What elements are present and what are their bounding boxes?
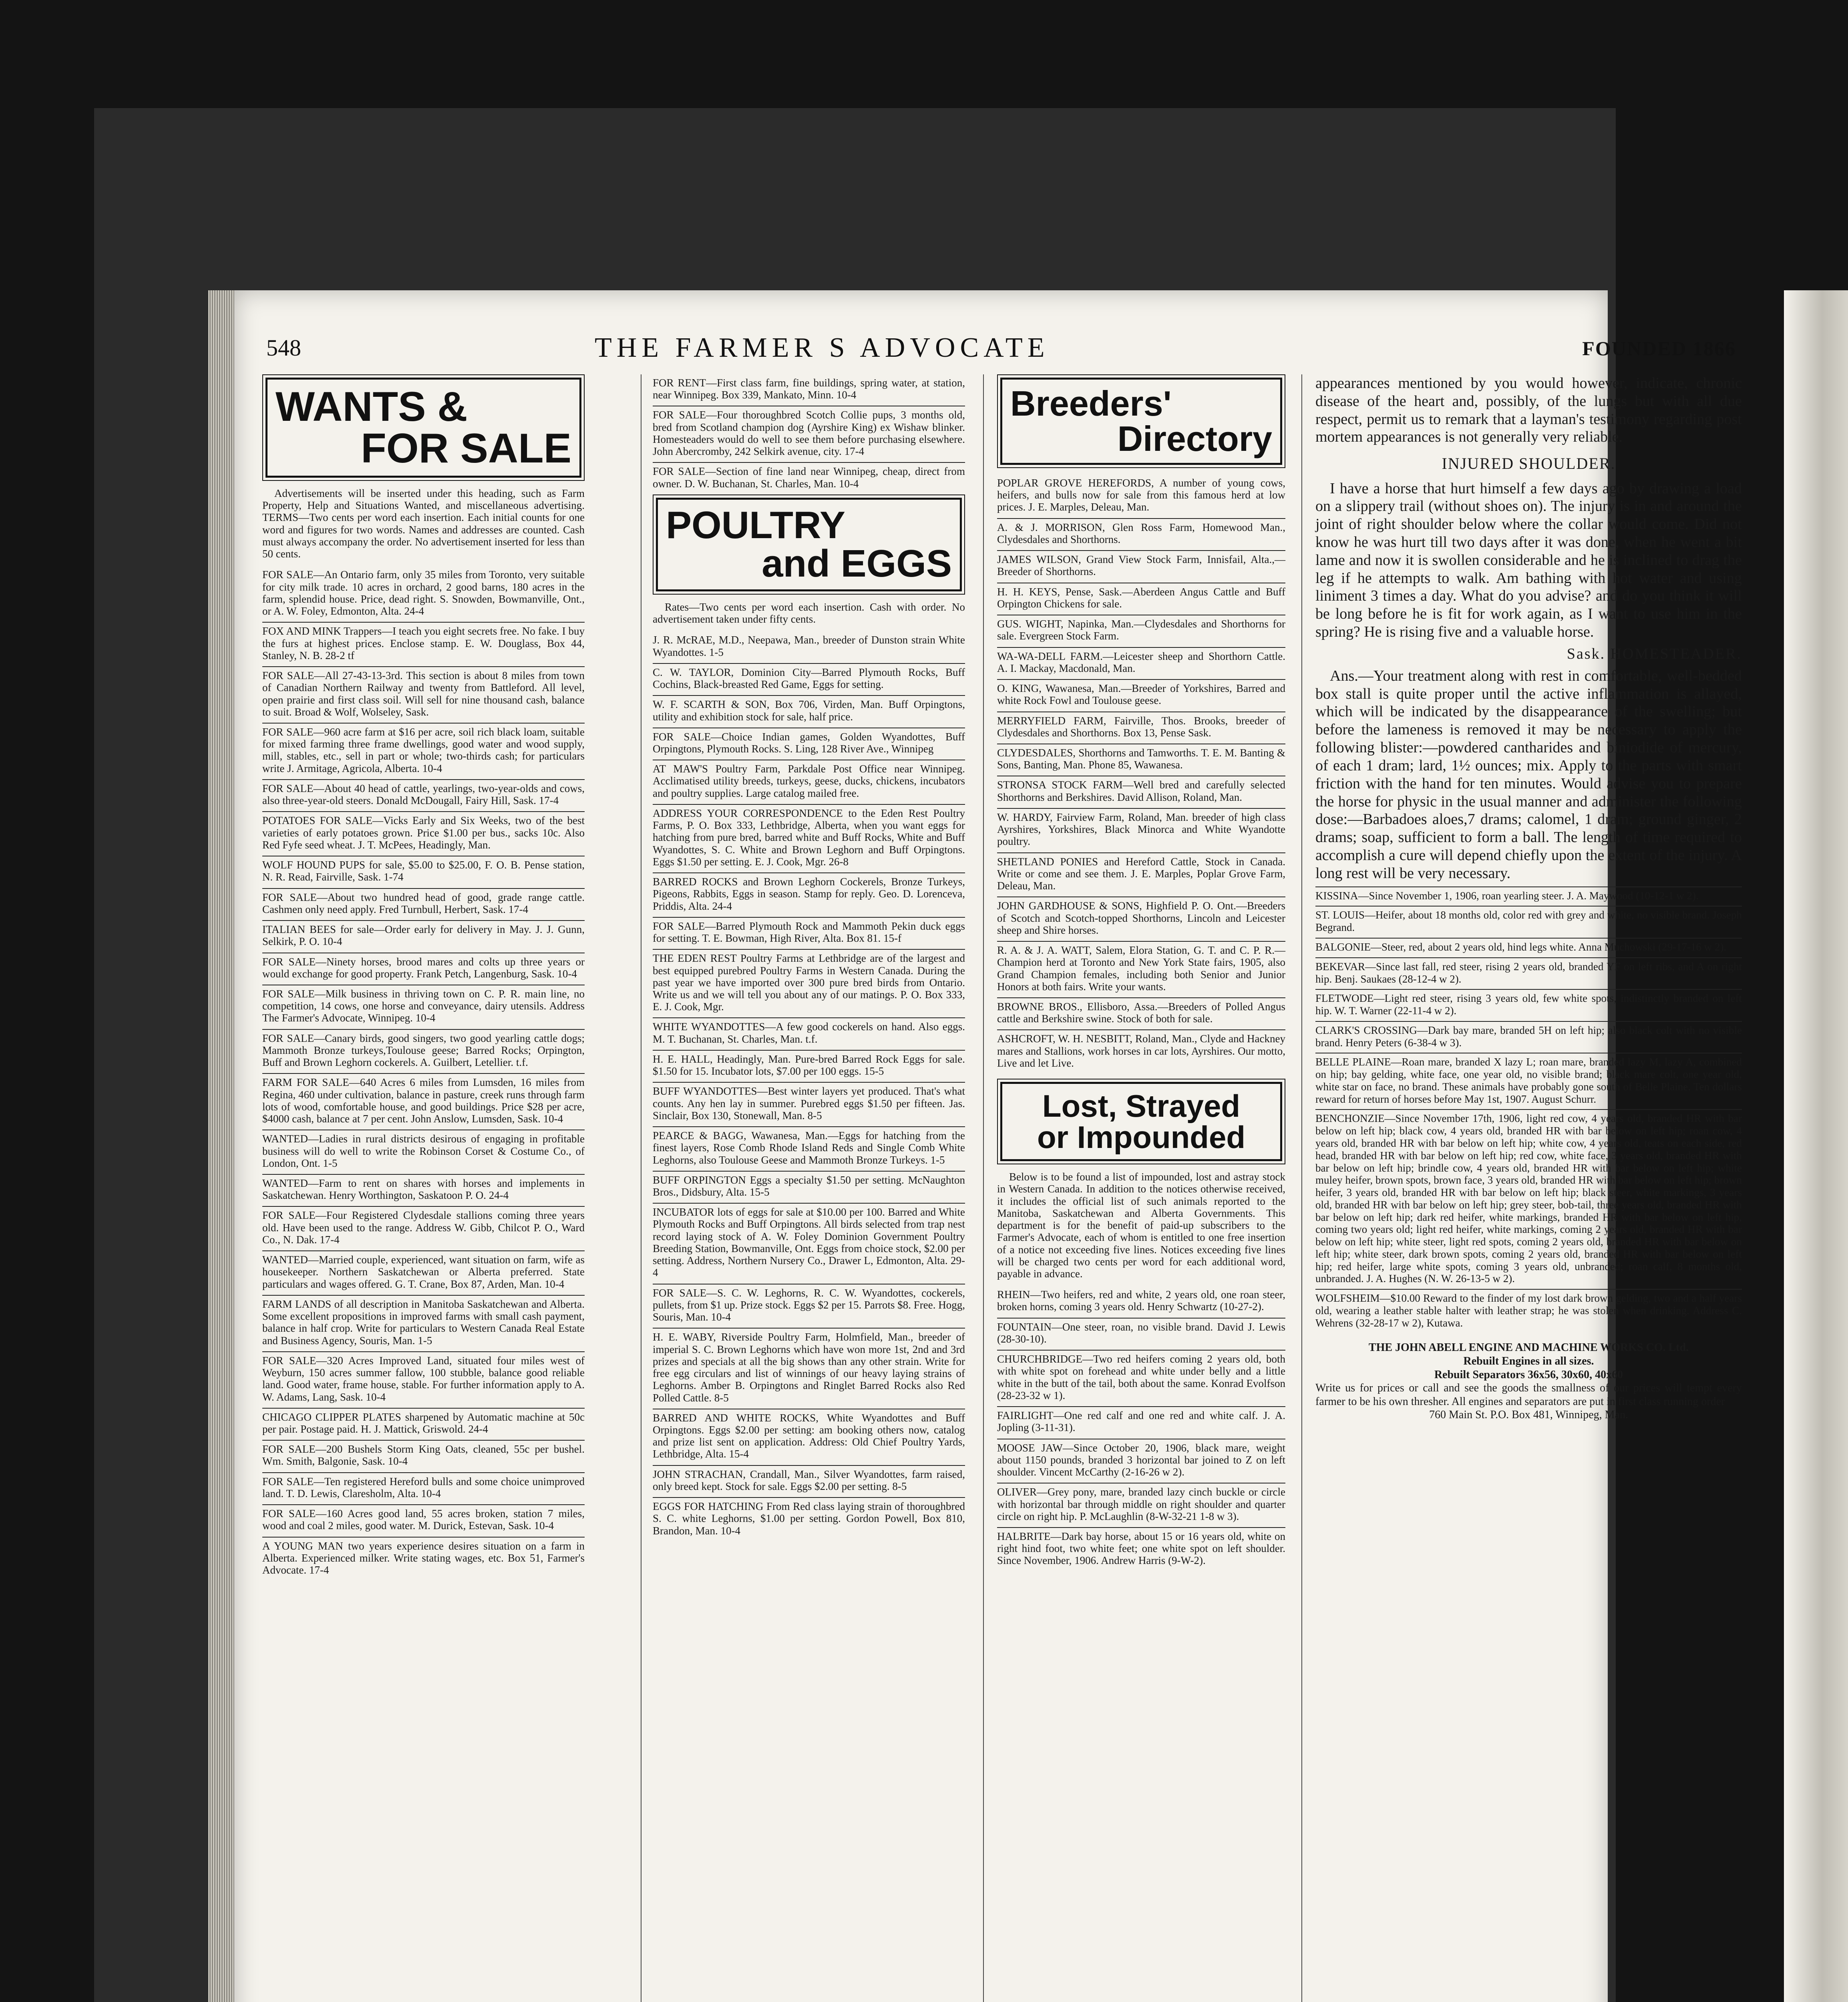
breeder-entry: WA-WA-DELL FARM.—Leicester sheep and Shorthorn Cattle. A. I. Mackay, Macdonald, Man.	[997, 647, 1285, 679]
lost-heading-line2: or Impounded	[1037, 1120, 1245, 1155]
poultry-ad: FOR SALE—Choice Indian games, Golden Wyandottes, Buff Orpingtons, Plymouth Rocks. S. Ling, 128 River Ave., Winnipeg	[653, 728, 965, 760]
lost-notice: KISSINA—Since November 1, 1906, roan yearling steer. J. A. Maywood (10-12-1 w 2).	[1315, 886, 1742, 906]
classified-ad: FOR SALE—320 Acres Improved Land, situated four miles west of Weyburn, 150 acres summer fallow, 100 stubble, balance good reliable land. Good water, frame house, stable. For further information apply to A. W. Adams, Lang, Sask. 10-4	[262, 1351, 585, 1408]
classified-ad: WANTED—Ladies in rural districts desirous of engaging in profitable business will do well to write the Robinson Corset & Costume Co., of London, Ont. 1-5	[262, 1130, 585, 1174]
breeder-entry: H. H. KEYS, Pense, Sask.—Aberdeen Angus Cattle and Buff Orpington Chickens for sale.	[997, 583, 1285, 615]
founded-date: FOUNDED 1866	[1582, 337, 1736, 360]
abell-body: Write us for prices or call and see the goods the smallness of our prices will tempt every farmer to be his own thresher. All engines and separators are put in first class running order	[1315, 1382, 1742, 1408]
abell-engines-line: Rebuilt Engines in all sizes.	[1463, 1355, 1594, 1368]
vet-answer: Ans.—Your treatment along with rest in comfortable, well-bedded box stall is quite proper until the active inflammation is allayed, which will be indicated by the disappearance of the swelling; but before the lameness is removed it may be necessary to apply the following blister:—powdered cantharides and biniodide of mercury, of each 1 dram; lard, 1½ ounces; mix. Apply to the parts with smart friction with the hand for ten minutes. Would advise you to prepare the horse for physic in the usual manner and administer the following dose:—Barbadoes aloes,7 drams; calomel, 1 dram; ground ginger, 2 drams; soap, sufficient to form a ball. The length of time required to accomplish a cure will depend chiefly upon the extent of the injury. A long rest will be very necessary.	[1315, 667, 1742, 882]
masthead-title: THE FARMER S ADVOCATE	[595, 332, 1050, 363]
wants-column	[262, 374, 585, 1581]
breeder-entry: GUS. WIGHT, Napinka, Man.—Clydesdales and Shorthorns for sale. Evergreen Stock Farm.	[997, 615, 1285, 647]
wants-intro: Advertisements will be inserted under this heading, such as Farm Property, Help and Situations Wanted, and miscellaneous advertising. TERMS—Two cents per word each insertion. Each initial counts for one word and figures for two words. Names and addresses are counted. Cash must always accompany the order. No advertisement inserted for less than 50 cents.	[262, 487, 585, 560]
classified-ad: ITALIAN BEES for sale—Order early for delivery in May. J. J. Gunn, Selkirk, P. O. 10-4	[262, 920, 585, 952]
poultry-heading-line1: POULTRY	[666, 503, 845, 547]
lost-notice: ST. LOUIS—Heifer, about 18 months old, color red with grey and white, no visible brand. Joseph Begrand.	[1315, 906, 1742, 938]
lost-notice: HALBRITE—Dark bay horse, about 15 or 16 years old, white on right hind foot, two white feet; one white spot on left shoulder. Since November, 1906. Andrew Harris (9-W-2).	[997, 1527, 1285, 1572]
poultry-ad: H. E. HALL, Headingly, Man. Pure-bred Barred Rock Eggs for sale. $1.50 for 15. Incubator lots, $7.00 per 100 eggs. 15-5	[653, 1050, 965, 1082]
lost-list	[997, 1286, 1285, 1571]
breeder-entry: BROWNE BROS., Ellisboro, Assa.—Breeders of Polled Angus cattle and Berkshire swine. Stock of both for sale.	[997, 997, 1285, 1029]
poultry-ad: INCUBATOR lots of eggs for sale at $10.00 per 100. Barred and White Plymouth Rocks and Buff Orpingtons. All birds selected from trap nest record laying stock of A. W. Foley Dominion Government Poultry Breeding Station, Bowmanville, Ont. Eggs from choice stock, $2.00 per setting. Address, Northern Nursery Co., Drawer L, Edmonton, Alta. 29-4	[653, 1203, 965, 1283]
vet-question: I have a horse that hurt himself a few days ago by drawing a load on a slippery trail (without shoes on). The injury is in and around the joint of right shoulder below where the collar would come. Did not know he was hurt till two days after it was done, when he went a bit lame and now it is swollen considerable and he is inclined to drag the leg if he attempts to walk. Am bathing with hot water and using liniment 3 times a day. What do you advise? and do you think it will be long before he is fit for work again, as I want to use him in the spring? He is rising five and a valuable horse.	[1315, 480, 1742, 641]
classified-ad: FOR SALE—Ten registered Hereford bulls and some choice unimproved land. T. D. Lewis, Claresholm, Alta. 10-4	[262, 1472, 585, 1504]
column-rule	[983, 374, 984, 2002]
veterinary-column	[1315, 374, 1742, 1422]
classified-ad: FOR SALE—Section of fine land near Winnipeg, cheap, direct from owner. D. W. Buchanan, St. Charles, Man. 10-4	[653, 462, 965, 494]
lost-notice: MOOSE JAW—Since October 20, 1906, black mare, weight about 1150 pounds, branded 3 horizontal bar joined to Z on left shoulder. Vincent McCarthy (2-16-26 w 2).	[997, 1439, 1285, 1483]
wants-heading-box	[265, 378, 581, 478]
breeder-entry: R. A. & J. A. WATT, Salem, Elora Station, G. T. and C. P. R.—Champion herd at Toronto and New York State fairs, 1905, also Grand Champion females, including both Senior and Junior Honors at both fairs. Write your wants.	[997, 941, 1285, 997]
poultry-ad: BUFF ORPINGTON Eggs a specialty $1.50 per setting. McNaughton Bros., Didsbury, Alta. 15-5	[653, 1171, 965, 1203]
wants-heading-line1: WANTS &	[275, 384, 468, 430]
breeder-entry: O. KING, Wawanesa, Man.—Breeder of Yorkshires, Barred and white Rock Fowl and Toulouse geese.	[997, 679, 1285, 711]
newspaper-page	[234, 290, 1742, 2002]
classified-ad: FOR SALE—Four Registered Clydesdale stallions coming three years old. Have been used to the range. Address W. Gibb, Chilcot P. O., Ward Co., N. Dak. 17-4	[262, 1206, 585, 1250]
poultry-heading-line2: and EGGS	[762, 542, 952, 585]
classified-ad: FOR SALE—All 27-43-13-3rd. This section is about 8 miles from town of Canadian Northern Railway and twenty from Battleford. All level, open prairie and first class soil. Will sell for nine thousand cash, balance to suit. Broad & Wolf, Wolseley, Sask.	[262, 666, 585, 723]
poultry-ad: PEARCE & BAGG, Wawanesa, Man.—Eggs for hatching from the finest layers, Rose Comb Rhode Island Reds and Single Comb White Leghorns, also Toulouse Geese and Mammoth Bronze Turkeys. 1-5	[653, 1126, 965, 1171]
breeder-entry: A. & J. MORRISON, Glen Ross Farm, Homewood Man., Clydesdales and Shorthorns.	[997, 518, 1285, 550]
classified-ad: CHICAGO CLIPPER PLATES sharpened by Automatic machine at 50c per pair. Postage paid. H. J. Mattick, Griswold. 24-4	[262, 1408, 585, 1440]
abell-advertisement	[1315, 1341, 1742, 1422]
lost-list-continued	[1315, 886, 1742, 1333]
vet-continued-text: appearances mentioned by you would however, indicate, chronic disease of the heart and, possibly, of the lungs but with all due respect, permit us to remark that a layman's testimony regarding post mortem appearances is not generally very reliable.	[1315, 375, 1742, 446]
classified-ad: FOR RENT—First class farm, fine buildings, spring water, at station, near Winnipeg. Box 339, Mankato, Minn. 10-4	[653, 377, 965, 401]
poultry-intro: Rates—Two cents per word each insertion. Cash with order. No advertisement taken under fifty cents.	[653, 601, 965, 625]
classified-ad: FOX AND MINK Trappers—I teach you eight secrets free. No fake. I buy the furs at highest prices. Enclose stamp. E. W. Douglass, Box 44, Stanley, N. B. 28-2 tf	[262, 622, 585, 666]
breeders-heading-line2: Directory	[1117, 419, 1272, 458]
poultry-ad: FOR SALE—Barred Plymouth Rock and Mammoth Pekin duck eggs for setting. T. E. Bowman, High River, Alta. Box 81. 15-f	[653, 917, 965, 949]
poultry-heading-box	[656, 498, 962, 591]
breeder-entry: JOHN GARDHOUSE & SONS, Highfield P. O. Ont.—Breeders of Scotch and Scotch-topped Shorthorns, Lincoln and Leicester sheep and Shire horses.	[997, 896, 1285, 941]
vet-article-title: INJURED SHOULDER.	[1442, 454, 1616, 473]
breeders-heading-line1: Breeders'	[1010, 384, 1172, 423]
breeder-entry: SHETLAND PONIES and Hereford Cattle, Stock in Canada. Write or come and see them. J. E. Marples, Poplar Grove Farm, Deleau, Man.	[997, 852, 1285, 897]
classified-ad: FOR SALE—About two hundred head of good, grade range cattle. Cashmen only need apply. Fred Turnbull, Herbert, Sask. 17-4	[262, 888, 585, 920]
classified-ad: FOR SALE—Milk business in thriving town on C. P. R. main line, no competition, 14 cows, one horse and conveyance, dairy utensils. Address The Farmer's Advocate, Winnipeg. 10-4	[262, 985, 585, 1029]
classified-ad: FOR SALE—Four thoroughbred Scotch Collie pups, 3 months old, bred from Scotland champion dog (Ayrshire King) ex Wishaw blinker. Homesteaders would do well to see them before purchasing elsewhere. John Abercromby, 242 Selkirk avenue, city. 17-4	[653, 406, 965, 462]
classified-ad: FARM FOR SALE—640 Acres 6 miles from Lumsden, 16 miles from Regina, 460 under cultivation, balance in pasture, creek runs through farm lots of wood, comfortable house, and good buildings. Price $28 per acre, $4000 cash, balance at 7 per cent. John Anslow, Lumsden, Sask. 10-4	[262, 1073, 585, 1130]
poultry-ad: BUFF WYANDOTTES—Best winter layers yet produced. That's what counts. Any hen lay in summer. Purebred eggs $1.50 per fifteen. Jas. Sinclair, Box 130, Stonewall, Man. 8-5	[653, 1082, 965, 1126]
column-rule	[1301, 374, 1302, 2002]
wants-ads-list	[262, 566, 585, 1581]
lost-notice: CLARK'S CROSSING—Dark bay mare, branded 5H on left hip; also black colt with no visible brand. Henry Peters (6-38-4 w 3).	[1315, 1021, 1742, 1053]
lost-notice: RHEIN—Two heifers, red and white, 2 years old, one roan steer, broken horns, coming 3 years old. Henry Schwartz (10-27-2).	[997, 1288, 1285, 1313]
abell-address: 760 Main St. P.O. Box 481, Winnipeg, Man.	[1429, 1409, 1628, 1421]
poultry-column	[653, 374, 965, 1542]
breeders-heading-box	[1000, 378, 1282, 465]
classified-ad: A YOUNG MAN two years experience desires situation on a farm in Alberta. Experienced milker. Write stating wages, etc. Box 51, Farmer's Advocate. 17-4	[262, 1537, 585, 1581]
poultry-ad: BARRED ROCKS and Brown Leghorn Cockerels, Bronze Turkeys, Pigeons, Rabbits, Eggs in season. Stamp for reply. Geo. D. Lorenceva, Priddis, Alta. 24-4	[653, 872, 965, 917]
classified-ad: WANTED—Farm to rent on shares with horses and implements in Saskatchewan. Henry Worthington, Saskatoon P. O. 24-4	[262, 1174, 585, 1206]
poultry-ad: BARRED AND WHITE ROCKS, White Wyandottes and Buff Orpingtons. Eggs $2.00 per setting: am booking others now, catalog and prize list sent on application. Address: Old Chief Poultry Yards, Lethbridge, Alta. 15-4	[653, 1409, 965, 1465]
lost-notice: OLIVER—Grey pony, mare, branded lazy cinch buckle or circle with horizontal bar through middle on right shoulder and quarter circle on right hip. P. McLaughlin (8-W-32-21 1-8 w 3).	[997, 1483, 1285, 1527]
classified-ad: WANTED—Married couple, experienced, want situation on farm, wife as housekeeper. Northern Saskatchewan or Alberta preferred. State particulars and wages offered. G. T. Crane, Box 87, Arden, Man. 10-4	[262, 1250, 585, 1295]
classified-ad: POTATOES FOR SALE—Vicks Early and Six Weeks, two of the best varieties of early potatoes grown. Price $1.00 per bus., sacks 10c. Also Red Fyfe seed wheat. J. T. McPees, Headingly, Man.	[262, 811, 585, 856]
poultry-ad: ADDRESS YOUR CORRESPONDENCE to the Eden Rest Poultry Farms, P. O. Box 333, Lethbridge, Alberta, when you want eggs for hatching from pure bred, barred white and Buff Rocks, White and Buff Wyandottes, S. C. White and Brown Leghorn and Buff Orpingtons. Eggs $1.50 per setting. E. J. Cook, Mgr. 26-8	[653, 804, 965, 872]
poultry-ad: J. R. McRAE, M.D., Neepawa, Man., breeder of Dunston strain White Wyandottes. 1-5	[653, 634, 965, 658]
poultry-ad: W. F. SCARTH & SON, Box 706, Virden, Man. Buff Orpingtons, utility and exhibition stock for sale, half price.	[653, 695, 965, 727]
poultry-ad: JOHN STRACHAN, Crandall, Man., Silver Wyandottes, farm raised, only breed kept. Stock for sale. Eggs $2.00 per setting. 8-5	[653, 1465, 965, 1497]
page-header	[266, 334, 1756, 370]
abell-company-name: THE JOHN ABELL ENGINE AND MACHINE WORKS CO. Ltd.	[1368, 1341, 1689, 1354]
lost-notice: CHURCHBRIDGE—Two red heifers coming 2 years old, both with white spot on forehead and white under belly and a little white in the butt of the tail, both about the same. Konrad Evolfson (28-23-32 w 1).	[997, 1350, 1285, 1406]
breeder-entry: STRONSA STOCK FARM—Well bred and carefully selected Shorthorns and Berkshires. David Allison, Roland, Man.	[997, 776, 1285, 808]
lost-notice: BEKEVAR—Since last fall, red steer, rising 2 years old, branded YF on left ribs, and A on right hip. Benj. Saukaes (28-12-4 w 2).	[1315, 957, 1742, 989]
lost-notice: BALGONIE—Steer, red, about 2 years old, hind legs white. Anna Muchowski (29-17-16 w 2).	[1315, 938, 1742, 957]
breeder-entry: ASHCROFT, W. H. NESBITT, Roland, Man., Clyde and Hackney mares and Stallions, work horses in car lots, Ayrshires. Our motto, Live and let Live.	[997, 1029, 1285, 1074]
lost-intro: Below is to be found a list of impounded, lost and astray stock in Western Canada. In addition to the notices otherwise received, it includes the official list of such animals reported to the Manitoba, Saskatchewan and Alberta Governments. This department is for the benefit of paid-up subscribers to the Farmer's Advocate, each of whom is entitled to one free insertion of a notice not exceeding five lines. Notices exceeding five lines will be charged two cents per word for each additional word, payable in advance.	[997, 1171, 1285, 1280]
classified-ad: FOR SALE—160 Acres good land, 55 acres broken, station 7 miles, wood and coal 2 miles, good water. M. Durick, Estevan, Sask. 10-4	[262, 1504, 585, 1536]
breeder-entry: W. HARDY, Fairview Farm, Roland, Man. breeder of high class Ayrshires, Yorkshires, Black Minorca and White Wyandotte poultry.	[997, 808, 1285, 852]
classified-ad: WOLF HOUND PUPS for sale, $5.00 to $25.00, F. O. B. Pense station, N. R. Read, Fairville, Sask. 1-74	[262, 856, 585, 888]
poultry-ad: AT MAW'S Poultry Farm, Parkdale Post Office near Winnipeg. Acclimatised utility breeds, turkeys, geese, ducks, chickens, incubators and poultry supplies. Large catalog mailed free.	[653, 760, 965, 804]
poultry-ad: WHITE WYANDOTTES—A few good cockerels on hand. Also eggs. M. T. Buchanan, St. Charles, Man. t.f.	[653, 1017, 965, 1049]
classified-ad: FARM LANDS of all description in Manitoba Saskatchewan and Alberta. Some excellent propositions in improved farms with small cash payment, balance in half crop. Write for particulars to Western Canada Real Estate and Business Agency, Souris, Man. 1-5	[262, 1295, 585, 1351]
book-spine	[1784, 290, 1848, 2002]
breeder-entry: JAMES WILSON, Grand View Stock Farm, Innisfail, Alta.,—Breeder of Shorthorns.	[997, 550, 1285, 582]
classified-ad: FOR SALE—Canary birds, good singers, two good yearling cattle dogs; Mammoth Bronze turkeys,Toulouse geese; Barred Rocks; Orpington, Buff and Brown Leghorn cockerels. A. Guilbert, Letellier. t.f.	[262, 1029, 585, 1073]
breeders-column	[997, 374, 1285, 1572]
poultry-ad: FOR SALE—S. C. W. Leghorns, R. C. W. Wyandottes, cockerels, pullets, from $1 up. Prize stock. Eggs $2 per 15. Parrots $8. Free. Hogg, Souris, Man. 10-4	[653, 1284, 965, 1328]
classified-ad: FOR SALE—About 40 head of cattle, yearlings, two-year-olds and cows, also three-year-old steers. Donald McDougall, Fairy Hill, Sask. 17-4	[262, 779, 585, 811]
breeders-list	[997, 474, 1285, 1074]
classified-ad: FOR SALE—960 acre farm at $16 per acre, soil rich black loam, suitable for mixed farming three frame dwellings, good water and wood supply, mill, stables, etc., sell in part or whole; two-thirds cash; for particulars write J. Armitage, Agricola, Alberta. 10-4	[262, 723, 585, 779]
classified-ad: FOR SALE—200 Bushels Storm King Oats, cleaned, 55c per bushel. Wm. Smith, Balgonie, Sask. 10-4	[262, 1440, 585, 1472]
lost-notice: BENCHONZIE—Since November 17th, 1906, light red cow, 4 years old, branded HR with bar below on left hip; black cow, 4 years old, branded HR with bar below on left hip; roan cow, 4 years old, branded HR with bar below on left hip; white cow, 4 years old, teats on each side, red head, branded HR with bar below on left hip; red cow, white face, 3 years old, branded HR with bar below on left hip; brindle cow, 4 years old, branded HR with bar below on left hip; white muley heifer, brown spots, brown face, 3 years old, branded HR with bar below on left hip; brown heifer, 3 years old, branded HR with bar below on left hip; black steer, white markings, 3 years old, branded HR with bar below on left hip; grey steer, bob-tail, three years old, branded HR with bar below on left hip; dark red heifer, white markings, branded HR with bar below on left hip, coming two years old; light red heifer, white markings, coming 2 years old, branded HR with bar below on left hip; white steer, light red spots, coming 2 years old, branded HR with bar below on left hip; white steer, dark brown spots, coming 2 years old, branded HR with bar below on left hip; red heifer, large white spots, coming 3 years old, unbranded; roan calf, 8 months old, unbranded. J. A. Hughes (N. W. 26-13-5 w 2).	[1315, 1109, 1742, 1289]
page-stack-edge	[208, 290, 235, 2002]
poultry-ad: C. W. TAYLOR, Dominion City—Barred Plymouth Rocks, Buff Cochins, Black-breasted Red Game, Eggs for setting.	[653, 663, 965, 695]
breeder-entry: POPLAR GROVE HEREFORDS, A number of young cows, heifers, and bulls now for sale from this famous herd at low prices. J. E. Marples, Deleau, Man.	[997, 477, 1285, 513]
rent-ads-list	[653, 374, 965, 494]
lost-notice: WOLFSHEIM—$10.00 Reward to the finder of my lost dark brown gelding, two and a half years old, wearing a leather stable halter with leather strap; he was stolen when drinking. Address C. Wehrens (32-28-17 w 2), Kutawa.	[1315, 1289, 1742, 1333]
breeder-entry: CLYDESDALES, Shorthorns and Tamworths. T. E. M. Banting & Sons, Banting, Man. Phone 85, Wawanesa.	[997, 744, 1285, 776]
poultry-ad: H. E. WABY, Riverside Poultry Farm, Holmfield, Man., breeder of imperial S. C. Brown Leghorns which have won more 1st, 2nd and 3rd prizes and specials at all the big shows than any other strain. Write for free egg circulars and list of winnings of our heavy laying strains of Leghorns. Amber B. Orpingtons and Ringlet Barred Rocks also Red Polled Cattle. 8-5	[653, 1328, 965, 1408]
lost-notice: FOUNTAIN—One steer, roan, no visible brand. David J. Lewis (28-30-10).	[997, 1318, 1285, 1350]
page-number: 548	[266, 335, 301, 361]
lost-notice: FLETWODE—Light red steer, rising 3 years old, few white spots, indistinctly branded on left hip. W. T. Warner (22-11-4 w 2).	[1315, 989, 1742, 1021]
lost-notice: FAIRLIGHT—One red calf and one red and white calf. J. A. Jopling (3-11-31).	[997, 1406, 1285, 1438]
wants-heading-line2: FOR SALE	[361, 425, 571, 472]
vet-question-signature: Sask. HOMESTEADER.	[1566, 645, 1742, 662]
abell-separators-line: Rebuilt Separators 36x56, 30x60, 40x60	[1434, 1368, 1623, 1381]
poultry-ads-list	[653, 631, 965, 1542]
classified-ad: FOR SALE—Ninety horses, brood mares and colts up three years or would exchange for good property. Frank Petch, Langenburg, Sask. 10-4	[262, 953, 585, 985]
lost-heading-line1: Lost, Strayed	[1042, 1088, 1241, 1124]
lost-notice: BELLE PLAINE—Roan mare, branded X lazy L; roan mare, branded lazy M, lazy A, combined on hip; bay gelding, white face, one year old, no visible brand; black mare colt, one year old, white star on face, no brand. These animals have probably gone south of Belle Plaine. Ten dollars reward for return of horses before May 1st, 1907. August Schurr.	[1315, 1053, 1742, 1109]
poultry-ad: EGGS FOR HATCHING From Red class laying strain of thoroughbred S. C. white Leghorns, $1.00 per setting. Gordon Powell, Box 810, Brandon, Man. 10-4	[653, 1497, 965, 1542]
poultry-ad: THE EDEN REST Poultry Farms at Lethbridge are of the largest and best equipped purebred Poultry Farms in Western Canada. During the past year we have imported over 300 pure bred birds from Ontario. Write us and we will tell you about any of our matings. P. O. Box 333, E. J. Cook, Mgr.	[653, 949, 965, 1017]
lost-heading-box	[1000, 1082, 1282, 1161]
classified-ad: FOR SALE—An Ontario farm, only 35 miles from Toronto, very suitable for city milk trade. 10 acres in orchard, 2 good barns, 180 acres in the farm, splendid house. Price, dead right. S. Snowden, Bowmanville, Ont., or A. W. Foley, Edmonton, Alta. 24-4	[262, 569, 585, 617]
breeder-entry: MERRYFIELD FARM, Fairville, Thos. Brooks, breeder of Clydesdales and Shorthorns. Box 13, Pense Sask.	[997, 712, 1285, 744]
